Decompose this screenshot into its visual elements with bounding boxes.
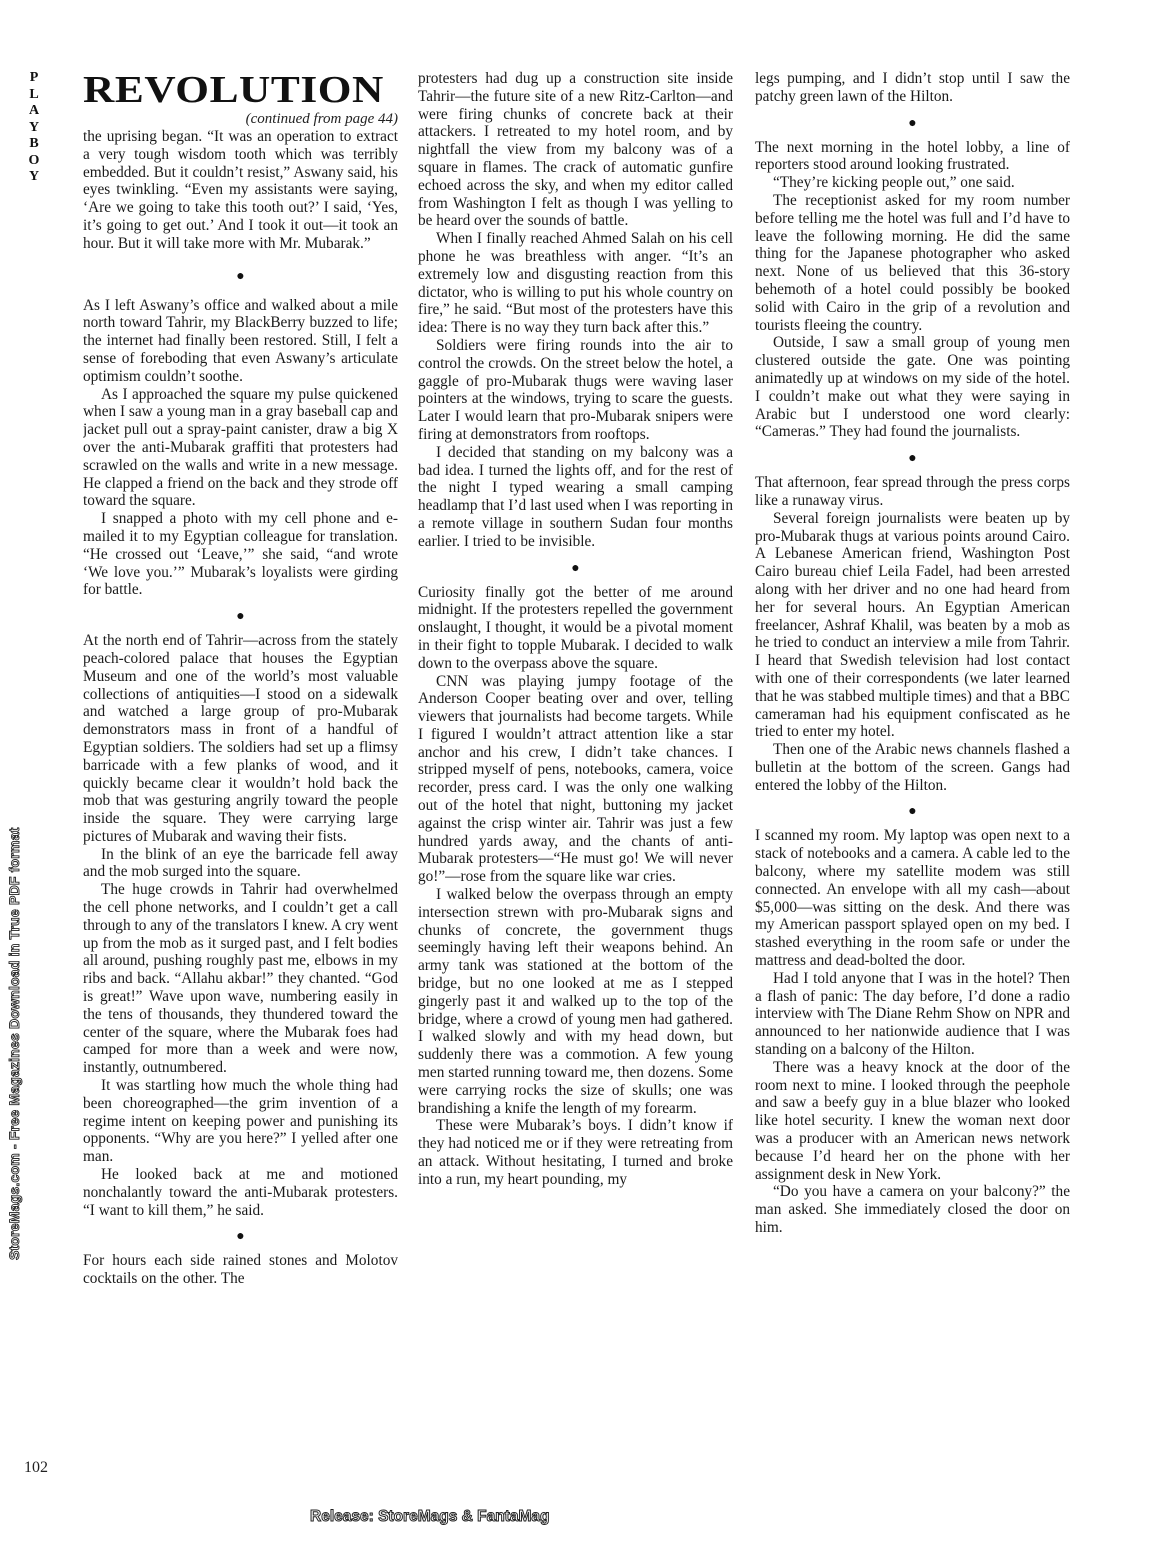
paragraph: That afternoon, fear spread through the press corps like a runaway virus. [755,474,1070,509]
section-break-bullet: ● [908,451,917,467]
paragraph: The huge crowds in Tahrir had overwhelmed the cell phone networks, and I couldn’t get a call through to any of the translators I knew. A cry went up from the mob as it surged past, and I felt bodies all around, pushing roughly past me, elbows in my ribs and back. “Allahu akbar!” they chanted. “God is great!” Wave upon wave, numbering easily in the tens of thousands, they thundered toward the center of the square, where the Mubarak foes had camped for more than a week and were now, instantly, outnumbered. [83,881,398,1077]
magazine-letter: A [28,103,40,119]
continued-note: (continued from page 44) [245,111,398,127]
paragraph: “They’re kicking people out,” one said. [773,174,1015,192]
section-break-bullet: ● [908,115,917,131]
magazine-letter: B [29,136,39,152]
section-break-bullet: ● [236,268,245,284]
section-break-bullet: ● [908,804,917,820]
section-break-bullet: ● [236,609,245,625]
magazine-letter: Y [28,119,40,135]
magazine-letter: O [28,152,40,168]
side-watermark: StoreMags.com - Free Magazines Download in True PDF format [6,827,22,1260]
paragraph: In the blink of an eye the barricade fell away and the mob surged into the square. [83,845,398,881]
paragraph: Several foreign journalists were beaten up by pro-Mubarak thugs at various points around Cairo. A Lebanese American friend, Washington Post Cairo bureau chief Leila Fadel, had been arrested along with her driver and no one had heard from her for several hours. An Egyptian American freelancer, Ashraf Khalil, was beaten by a mob as he tried to conduct an interview a mile from Tahrir. I heard that Swedish television had lost contact with one of their correspondents (we later learned that he was stabbed multiple times) and that a BBC cameraman had his equipment confiscated as he tried to enter my hotel. [755,509,1070,741]
article-column-2 [418,70,733,1490]
paragraph: “Do you have a camera on your balcony?” the man asked. She immediately closed the door on him. [755,1183,1070,1237]
paragraph: The receptionist asked for my room number before telling me the hotel was full and I’d have to leave the following morning. He did the same thing for the Japanese photographer who asked next. None of us believed that this 36-story behemoth of a hotel could possibly be booked solid with Cairo in the grip of a revolution and tourists fleeing the country. [755,191,1070,334]
magazine-letter: P [29,70,39,85]
paragraph: Soldiers were firing rounds into the air to control the crowds. On the street below the hotel, a gaggle of pro-Mubarak thugs were waving laser pointers at the windows, trying to scare the guests. Later I would learn that pro-Mubarak snipers were firing at demonstrators from rooftops. [418,336,733,443]
paragraph: the uprising began. “It was an operation to extract a very tough wisdom tooth which was terribly embedded. But it couldn’t resist,” Aswany said, his eyes twinkling. “Even my assistants were saying, ‘Are we going to take this tooth out?’ I said, ‘Yes, it’s going to get out.’ And I took it out—it took an hour. But it will take more with Mr. Mubarak.” [83,128,398,252]
page-number: 102 [24,1459,48,1476]
paragraph: The next morning in the hotel lobby, a line of reporters stood around looking frustrated. [755,138,1070,174]
paragraph: protesters had dug up a construction site inside Tahrir—the future site of a new Ritz-Carlton—and were firing chunks of concrete back at their attackers. I retreated to my hotel room, and by nightfall the view from my balcony was of a square in flames. The crack of automatic gunfire echoed across the sky, and when my editor called from Washington I felt as though I was yelling to be heard over the sounds of battle. [418,70,733,230]
section-break-bullet: ● [236,1229,245,1245]
magazine-letter: Y [28,169,40,185]
paragraph: As I approached the square my pulse quickened when I saw a young man in a gray baseball cap and jacket pull out a spray-paint canister, draw a big X over the anti-Mubarak graffiti that protesters had scrawled on the walls and write in a new message. He clapped a friend on the back and they strode off toward the square. [83,385,398,510]
paragraph: Had I told anyone that I was in the hotel? Then a flash of panic: The day before, I’d done a radio interview with The Diane Rehm Show on NPR and announced to her nationwide audience that I was standing on a balcony of the Hilton. [755,969,1070,1059]
paragraph: CNN was playing jumpy footage of the Anderson Cooper beating over and over, telling viewers that journalists had become targets. While I figured I wouldn’t attract attention like a star anchor and his crew, I didn’t take chances. I stripped myself of pens, notebooks, camera, voice recorder, press card. I was the only one walking out of the hotel that night, buttoning my jacket against the crisp winter air. Tahrir was just a few hundred yards away, and the chants of anti-Mubarak protesters—“He must go! We will never go!”—rose from the square like war cries. [418,672,733,886]
magazine-letter: L [29,86,39,102]
paragraph: It was startling how much the whole thing had been choreographed—the grim invention of a regime intent on keeping power and punishing its opponents. “Why are you here?” I yelled after one man. [83,1077,398,1166]
paragraph: When I finally reached Ahmed Salah on his cell phone he was breathless with anger. “It’s an extremely low and disgusting reaction from this dictator, who is willing to put his whole country on fire,” he said. “But most of the protesters have this idea: There is no way they turn back after this.” [418,230,733,337]
paragraph: At the north end of Tahrir—across from the stately peach-colored palace that houses the Egyptian Museum and one of the world’s most valuable collections of antiquities—I stood on a sidewalk and watched a large group of pro-Mubarak demonstrators mass in front of a handful of Egyptian soldiers. The soldiers had set up a flimsy barricade with a few planks of wood, and it quickly became clear it wouldn’t hold back the mob that was gesturing angrily toward the people inside the square. They were carrying large pictures of Mubarak and waving their fists. [83,632,398,845]
paragraph: As I left Aswany’s office and walked about a mile north toward Tahrir, my BlackBerry buzzed to life; the internet had finally been restored. Still, I felt a sense of foreboding that even Aswany’s articulate optimism couldn’t soothe. [83,296,398,385]
paragraph: Then one of the Arabic news channels flashed a bulletin at the bottom of the screen. Gangs had entered the lobby of the Hilton. [755,741,1070,794]
magazine-name-vertical [24,70,44,186]
paragraph: I scanned my room. My laptop was open next to a stack of notebooks and a camera. A cable led to the balcony, where my satellite modem was still connected. An envelope with all my cash—about $5,000—was sitting on the desk. And there was my American passport splayed open on my bed. I stashed everything in the room safe or under the mattress and dead-bolted the door. [755,827,1070,970]
paragraph: For hours each side rained stones and Molotov cocktails on the other. The [83,1252,398,1288]
article-column-3 [755,70,1070,1490]
paragraph: I snapped a photo with my cell phone and e-mailed it to my Egyptian colleague for translation. “He crossed out ‘Leave,’” she said, “and wrote ‘We love you.’” Mubarak’s loyalists were girding for battle. [83,510,398,599]
article-column-1 [83,70,398,1490]
paragraph: I walked below the overpass through an empty intersection strewn with pro-Mubarak signs and chunks of concrete, the government thugs seemingly having left their weapons behind. An army tank was stationed at the bottom of the bridge, but no one looked at me as I stepped gingerly past it and walked up to the top of the bridge, where a crowd of young men had gathered. I walked slowly and with my head down, but suddenly there was a commotion. A few young men started running toward me, then dozens. Some were carrying rocks the size of skulls; one was brandishing a knife the length of my forearm. [418,886,733,1117]
paragraph: These were Mubarak’s boys. I didn’t know if they had noticed me or if they were retreating from an attack. Without hesitating, I turned and broke into a run, my heart pounding, my [418,1117,733,1188]
release-note: Release: StoreMags & FantaMag [310,1508,550,1525]
paragraph: legs pumping, and I didn’t stop until I saw the patchy green lawn of the Hilton. [755,70,1070,105]
paragraph: Curiosity finally got the better of me around midnight. If the protesters repelled the government onslaught, I thought, it would be a pivotal moment in their fight to topple Mubarak. I decided to walk down to the overpass above the square. [418,583,733,672]
article-title: REVOLUTION [83,70,384,111]
section-break-bullet: ● [571,560,580,576]
paragraph: He looked back at me and motioned nonchalantly toward the anti-Mubarak protesters. “I want to kill them,” he said. [83,1166,398,1219]
paragraph: There was a heavy knock at the door of the room next to mine. I looked through the peephole and saw a beefy guy in a blue blazer who looked like hotel security. I knew the woman next door was a producer with an American news network because I’d heard her on the phone with her assignment desk in New York. [755,1058,1070,1183]
paragraph: Outside, I saw a small group of young men clustered outside the gate. One was pointing animatedly up at windows on my side of the hotel. I couldn’t make out what they were saying in Arabic but I understood one word clearly: “Cameras.” They had found the journalists. [755,334,1070,441]
paragraph: I decided that standing on my balcony was a bad idea. I turned the lights off, and for the rest of the night I typed wearing a small camping headlamp that I’d last used when I was reporting in a remote village in southern Sudan four months earlier. I tried to be invisible. [418,443,733,550]
